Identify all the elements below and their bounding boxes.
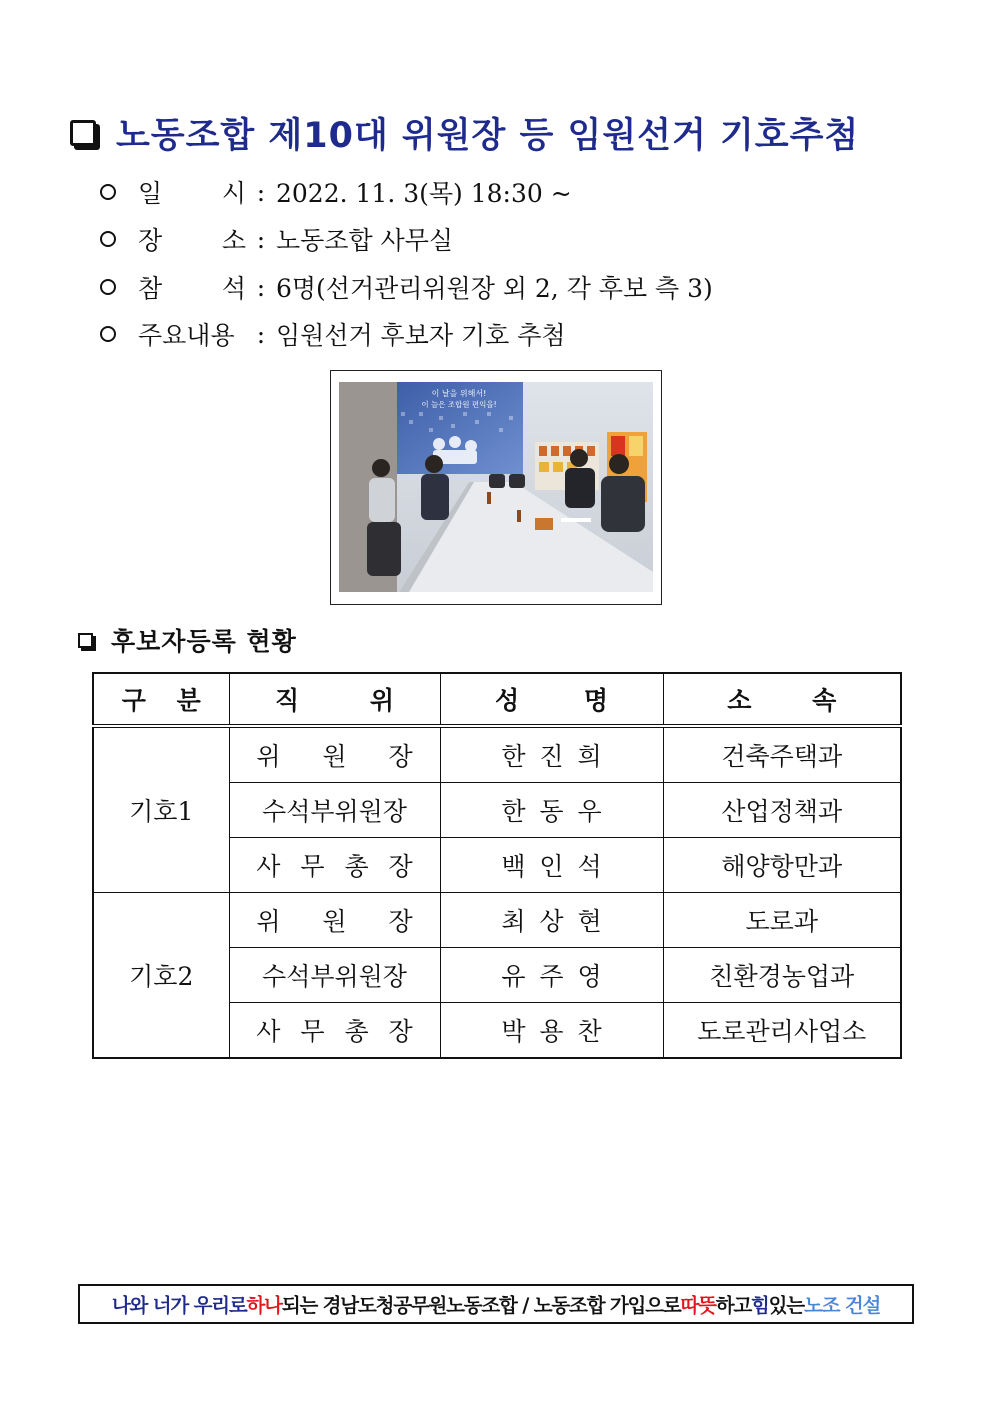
- group-label: 기호2: [93, 893, 229, 1059]
- cell-position: 사 무 총 장: [229, 838, 440, 893]
- cell-department: 건축주택과: [663, 726, 901, 783]
- cell-position: 수석부위원장: [229, 783, 440, 838]
- section-title: [78, 622, 297, 658]
- cell-department: 산업정책과: [663, 783, 901, 838]
- circle-bullet-icon: [100, 184, 116, 200]
- cell-position: 수석부위원장: [229, 948, 440, 1003]
- header-position: 직 위: [229, 673, 440, 726]
- cell-position: 위 원 장: [229, 893, 440, 948]
- photo-frame: [330, 370, 662, 605]
- cell-name: 최 상 현: [440, 893, 663, 948]
- info-label: 장 소: [138, 226, 246, 255]
- main-title: [70, 108, 859, 158]
- info-colon: :: [256, 319, 266, 349]
- info-value: 노동조합 사무실: [276, 226, 453, 255]
- cell-name: 한 동 우: [440, 783, 663, 838]
- checkbox-square-icon: [70, 120, 96, 146]
- info-line-datetime: [100, 174, 572, 210]
- footer-segment: 힘: [751, 1294, 769, 1317]
- candidate-table: [92, 672, 902, 1059]
- info-line-content: [100, 316, 566, 352]
- info-colon: :: [256, 224, 266, 254]
- table-row: [93, 893, 901, 948]
- wall-slogan-2: 이 늘은 조합원 편익을!: [421, 400, 497, 409]
- info-label: 참 석: [138, 274, 246, 303]
- footer-segment: 하고: [715, 1294, 752, 1317]
- circle-bullet-icon: [100, 231, 116, 247]
- footer-segment: 노조 건설: [803, 1294, 881, 1317]
- footer-segment: 나와 너가 우리로: [111, 1294, 247, 1317]
- checkbox-square-icon: [78, 633, 93, 648]
- cell-department: 해양항만과: [663, 838, 901, 893]
- cell-position: 위 원 장: [229, 726, 440, 783]
- cell-position: 사 무 총 장: [229, 1003, 440, 1059]
- circle-bullet-icon: [100, 279, 116, 295]
- footer-banner: [78, 1284, 914, 1324]
- info-line-place: [100, 221, 453, 257]
- cell-name: 한 진 희: [440, 726, 663, 783]
- section-title-text: 후보자등록 현황: [111, 627, 297, 656]
- header-name: 성 명: [440, 673, 663, 726]
- footer-segment: 되는 경남도청공무원노동조합 / 노동조합 가입으로: [281, 1294, 681, 1317]
- info-value: 6명(선거관리위원장 외 2, 각 후보 측 3): [276, 274, 713, 303]
- footer-segment: 따뜻: [680, 1294, 716, 1317]
- info-label: 주요내용: [138, 321, 235, 350]
- table-header-row: [93, 673, 901, 726]
- cell-name: 백 인 석: [440, 838, 663, 893]
- group-label: 기호1: [93, 726, 229, 893]
- footer-segment: 있는: [768, 1294, 804, 1317]
- info-line-attendees: [100, 269, 713, 305]
- info-label: 일 시: [138, 179, 246, 208]
- cell-name: 유 주 영: [440, 948, 663, 1003]
- cell-department: 도로관리사업소: [663, 1003, 901, 1059]
- info-value: 2022. 11. 3(목) 18:30 ~: [276, 179, 572, 208]
- circle-bullet-icon: [100, 326, 116, 342]
- info-colon: :: [256, 272, 266, 302]
- cell-name: 박 용 찬: [440, 1003, 663, 1059]
- cell-department: 친환경농업과: [663, 948, 901, 1003]
- info-colon: :: [256, 177, 266, 207]
- meeting-photo: [339, 382, 653, 592]
- footer-segment: 하나: [246, 1294, 282, 1317]
- cell-department: 도로과: [663, 893, 901, 948]
- header-department: 소 속: [663, 673, 901, 726]
- main-title-text: 노동조합 제10대 위원장 등 임원선거 기호추첨: [116, 116, 860, 156]
- meeting-photo-illustration: [339, 382, 653, 592]
- info-value: 임원선거 후보자 기호 추첨: [276, 321, 566, 350]
- header-category: 구 분: [93, 673, 229, 726]
- table-row: [93, 726, 901, 783]
- wall-slogan-1: 이 날을 위해서!: [431, 389, 487, 398]
